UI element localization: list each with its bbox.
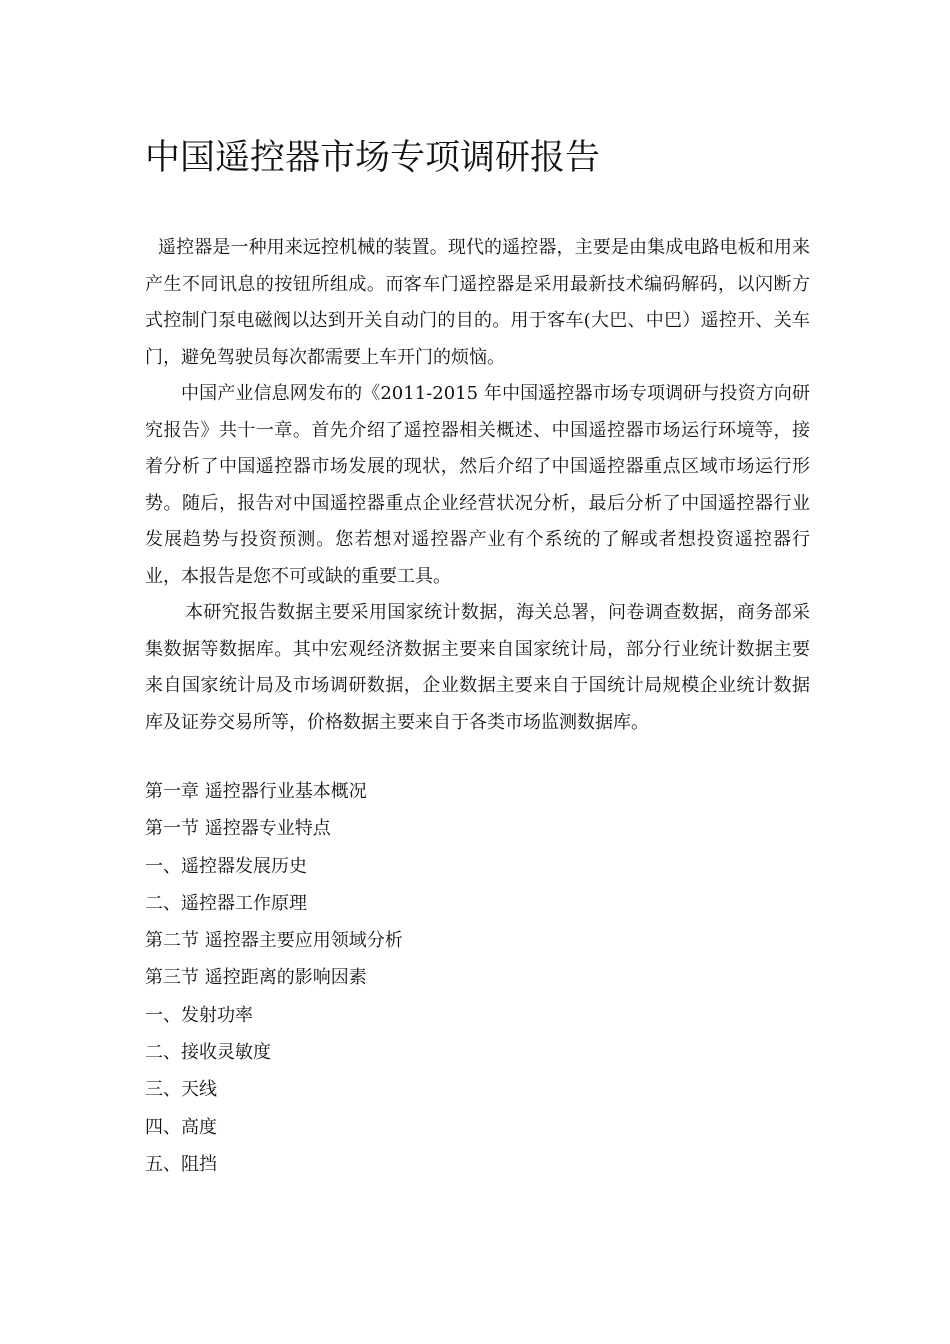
toc-item: 第三节 遥控距离的影响因素 — [145, 967, 367, 989]
toc-item: 二、接收灵敏度 — [145, 1042, 271, 1064]
paragraph-data-sources: 本研究报告数据主要采用国家统计数据，海关总署，问卷调查数据，商务部采集数据等数据库。其中宏观经济数据主要来自国家统计局，部分行业统计数据主要来自国家统计局及市场调研数据，企业数据主要来自于国统计局规模企业统计数据库及证券交易所等，价格数据主要来自于各类市场监测数据库。 — [145, 602, 810, 733]
toc-item: 一、遥控器发展历史 — [145, 855, 307, 877]
toc-item: 第二节 遥控器主要应用领域分析 — [145, 930, 403, 952]
toc-item: 四、高度 — [145, 1116, 217, 1138]
toc-item: 三、天线 — [145, 1079, 217, 1101]
toc-item: 第一节 遥控器专业特点 — [145, 818, 331, 840]
paragraph-remote-definition: 遥控器是一种用来远控机械的装置。现代的遥控器，主要是由集成电路电板和用来产生不同讯息的按钮所组成。而客车门遥控器是采用最新技术编码解码，以闪断方式控制门泵电磁阀以达到开关自动门的目的。用于客车(大巴、中巴）遥控开、关车门，避免驾驶员每次都需要上车开门的烦恼。 — [145, 237, 810, 368]
toc-item: 二、遥控器工作原理 — [145, 892, 307, 914]
intro-body — [145, 230, 810, 741]
table-of-contents — [145, 773, 805, 1183]
toc-item: 五、阻挡 — [145, 1153, 217, 1175]
toc-item: 一、发射功率 — [145, 1004, 253, 1026]
document-title: 中国遥控器市场专项调研报告 — [145, 138, 601, 178]
toc-item: 第一章 遥控器行业基本概况 — [145, 781, 367, 802]
paragraph-report-overview: 中国产业信息网发布的《2011-2015 年中国遥控器市场专项调研与投资方向研究报告》共十一章。首先介绍了遥控器相关概述、中国遥控器市场运行环境等，接着分析了中国遥控器市场发展的现状，然后介绍了中国遥控器重点区域市场运行形势。随后，报告对中国遥控器重点企业经营状况分析，最后分析了中国遥控器行业发展趋势与投资预测。您若想对遥控器产业有个系统的了解或者想投资遥控器行业，本报告是您不可或缺的重要工具。 — [145, 383, 810, 587]
